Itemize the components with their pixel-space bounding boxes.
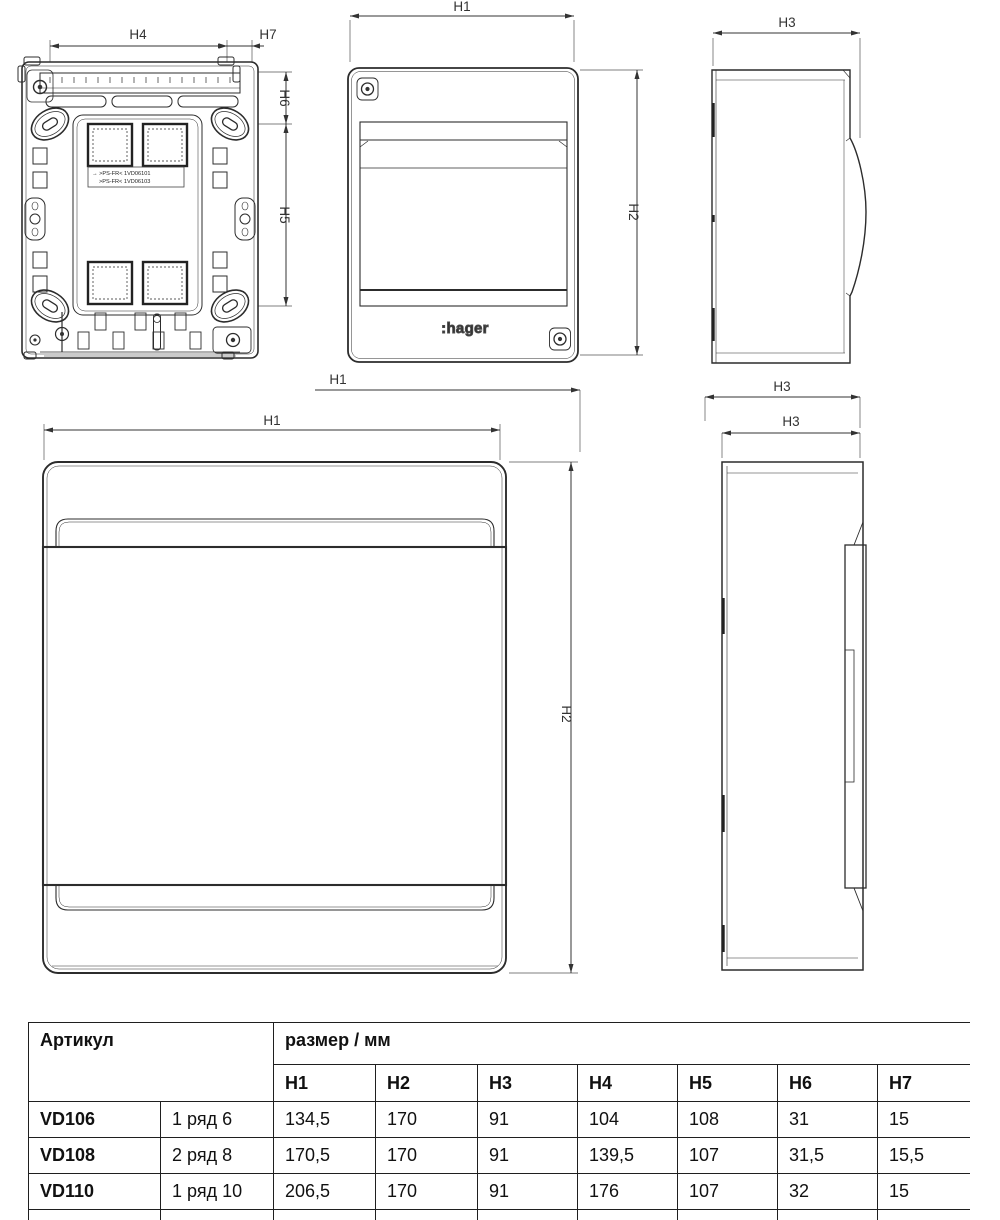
table-cell: [376, 1210, 478, 1220]
cell-config: 1 ряд 6: [161, 1102, 274, 1138]
dimensions-table: [28, 1022, 970, 1220]
table-cell: [29, 1210, 161, 1220]
table-cell: 170: [376, 1102, 478, 1138]
rear-mounting-slot-tl: [26, 102, 75, 147]
dim-label-h6: H6: [277, 89, 292, 107]
header-h2: H2: [376, 1065, 478, 1102]
side-large-body: [722, 462, 866, 970]
dim-label-h3-small: H3: [778, 15, 796, 30]
rear-mounting-slot-tr: [206, 102, 255, 147]
side-small-extension-lines: [713, 38, 860, 138]
table-cell: 15: [878, 1102, 970, 1138]
dim-label-h3-inner: H3: [782, 414, 800, 429]
table-cell: 31,5: [778, 1138, 878, 1174]
header-size-mm: размер / мм: [274, 1023, 970, 1065]
front-large-door: [43, 547, 506, 885]
table-cell: 31: [778, 1102, 878, 1138]
table-cell: [161, 1210, 274, 1220]
header-h6: H6: [778, 1065, 878, 1102]
front-large-dimension-lines: [44, 430, 571, 973]
dim-label-h3-outer: H3: [773, 379, 791, 394]
header-h7: H7: [878, 1065, 970, 1102]
table-cell: 107: [678, 1174, 778, 1210]
table-cell: 32: [778, 1174, 878, 1210]
front-small-screw-top-left: [357, 78, 378, 100]
table-cell: [878, 1210, 970, 1220]
front-small-enclosure: [348, 68, 578, 362]
table-row-vd108: [29, 1138, 971, 1174]
rear-side-clips: [25, 198, 255, 240]
table-row-vd110: [29, 1174, 971, 1210]
dim-label-h5: H5: [277, 206, 292, 224]
front-view-large-drawing: [0, 370, 620, 990]
cell-article: VD108: [29, 1138, 161, 1174]
front-large-enclosure: [43, 462, 506, 973]
rear-view-drawing: [0, 0, 320, 380]
cell-config: 1 ряд 10: [161, 1174, 274, 1210]
table-cell: 170: [376, 1174, 478, 1210]
h7-arrow-left: [219, 43, 227, 48]
dimensions-table-wrap: [28, 1022, 970, 1220]
side-small-body: [712, 70, 866, 363]
cell-config: 2 ряд 8: [161, 1138, 274, 1174]
table-cell: 134,5: [274, 1102, 376, 1138]
table-cell: 206,5: [274, 1174, 376, 1210]
dim-label-h4: H4: [129, 27, 147, 42]
dim-label-h2-small: H2: [626, 203, 641, 221]
table-cell: 139,5: [578, 1138, 678, 1174]
front-small-extension-lines: [350, 20, 643, 355]
h7-arrow-right: [252, 43, 260, 48]
dim-label-h2-large: H2: [559, 705, 574, 723]
table-cell: 15: [878, 1174, 970, 1210]
rear-knockouts: [88, 124, 187, 304]
table-cell: 91: [478, 1138, 578, 1174]
rear-enclosure-outline: [18, 57, 258, 359]
table-row-vd106: [29, 1102, 971, 1138]
table-cell: [478, 1210, 578, 1220]
front-small-window: [360, 122, 567, 306]
table-row-partial: [29, 1210, 971, 1220]
table-cell: [578, 1210, 678, 1220]
table-cell: [274, 1210, 376, 1220]
hager-logo: :hager: [441, 320, 489, 337]
rear-din-rail: [40, 73, 240, 107]
rear-centre-panel: [73, 115, 202, 315]
table-cell: 15,5: [878, 1138, 970, 1174]
dim-label-h1-reference: H1: [329, 372, 347, 387]
header-h4: H4: [578, 1065, 678, 1102]
header-h3: H3: [478, 1065, 578, 1102]
front-small-dimension-lines: [350, 16, 637, 355]
table-cell: 170: [376, 1138, 478, 1174]
table-cell: 170,5: [274, 1138, 376, 1174]
side-view-large-drawing: [660, 370, 1000, 990]
rear-bottom-details: [30, 312, 251, 356]
table-cell: 108: [678, 1102, 778, 1138]
cell-article: VD106: [29, 1102, 161, 1138]
header-h1: H1: [274, 1065, 376, 1102]
side-view-small-drawing: [680, 0, 1000, 380]
cell-article: VD110: [29, 1174, 161, 1210]
front-small-screw-bottom-right: [550, 328, 571, 350]
front-view-small-drawing: [330, 0, 660, 380]
header-article: Артикул: [29, 1023, 274, 1102]
front-large-extension-lines: [44, 424, 578, 973]
table-cell: 107: [678, 1138, 778, 1174]
table-cell: [778, 1210, 878, 1220]
table-cell: 104: [578, 1102, 678, 1138]
table-cell: 91: [478, 1102, 578, 1138]
rear-part-label: [88, 167, 184, 187]
dim-label-h1-small: H1: [453, 0, 471, 14]
table-cell: 91: [478, 1174, 578, 1210]
rear-part-label-line2: >PS-FR< 1VD06103: [99, 179, 151, 185]
dim-label-h7: H7: [259, 27, 277, 42]
table-cell: 176: [578, 1174, 678, 1210]
dim-label-h1-large: H1: [263, 413, 281, 428]
header-h5: H5: [678, 1065, 778, 1102]
table-cell: [678, 1210, 778, 1220]
rear-part-label-line1: → >PS-FR< 1VD06101: [92, 171, 151, 177]
